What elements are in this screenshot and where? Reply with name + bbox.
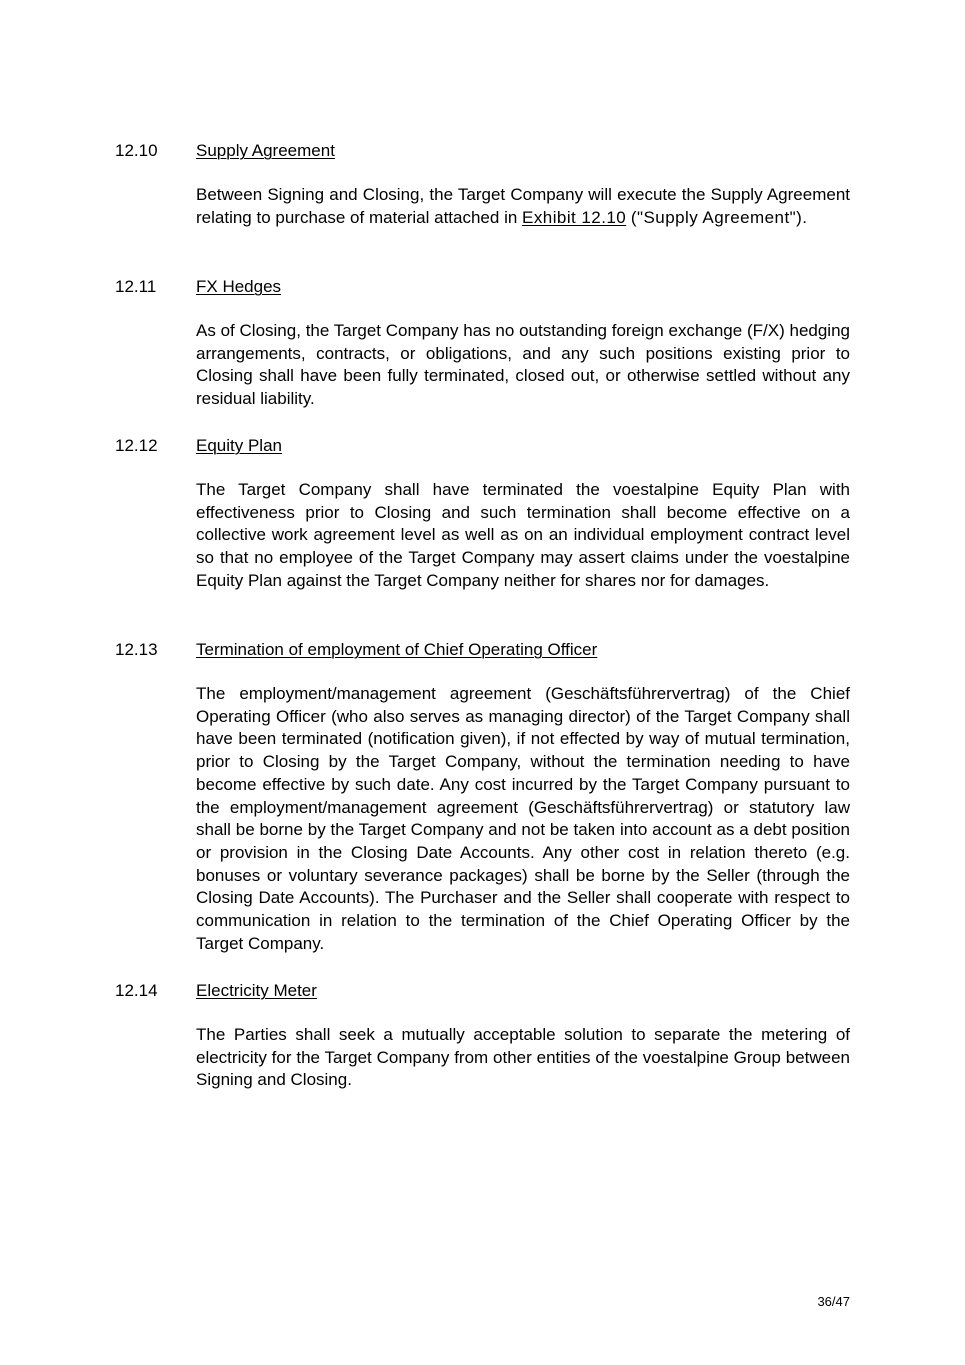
- section-number: 12.10: [115, 141, 158, 160]
- section-title: Electricity Meter: [196, 981, 317, 1000]
- section-title: Termination of employment of Chief Operating Officer: [196, 640, 598, 659]
- exhibit-link[interactable]: Exhibit 12.10: [522, 207, 627, 227]
- section-body: [196, 184, 850, 229]
- section-title: FX Hedges: [196, 277, 282, 296]
- section-heading: [0, 638, 965, 661]
- body-text: Between Signing and Closing, the Target Company will execute the Supply Agreement relating to purchase of material attached in: [196, 185, 850, 227]
- section-heading: [0, 139, 965, 162]
- section-12-10: [0, 139, 965, 227]
- section-body: As of Closing, the Target Company has no outstanding foreign exchange (F/X) hedging arrangements, contracts, or obligations, and any such positions existing prior to Closing shall have been fully terminated, closed out, or otherwise settled without any residual liability.: [196, 321, 850, 409]
- section-number: 12.11: [115, 277, 157, 296]
- section-body: The Target Company shall have terminated the voestalpine Equity Plan with effectiveness prior to Closing and such termination shall become effective on a collective work agreement level as well as on an individual employment contract level so that no employee of the Target Company may assert claims under the voestalpine Equity Plan against the Target Company neither for shares nor for damages.: [196, 480, 850, 590]
- section-title: Supply Agreement: [196, 141, 335, 160]
- section-heading: [0, 434, 965, 457]
- section-heading: [0, 275, 965, 298]
- section-12-12: [0, 434, 965, 590]
- section-heading: [0, 979, 965, 1002]
- section-number: 12.14: [115, 981, 158, 1000]
- section-number: 12.13: [115, 640, 158, 659]
- page-number: 36/47: [817, 1294, 850, 1309]
- section-12-11: [0, 275, 965, 409]
- section-body: The Parties shall seek a mutually acceptable solution to separate the metering of electricity for the Target Company from other entities of the voestalpine Group between Signing and Closing.: [196, 1025, 850, 1090]
- body-text-defined-term: ("Supply Agreement").: [630, 207, 808, 227]
- section-12-13: [0, 638, 965, 953]
- section-number: 12.12: [115, 436, 158, 455]
- section-title: Equity Plan: [196, 436, 282, 455]
- section-12-14: [0, 979, 965, 1090]
- section-body: The employment/management agreement (Geschäftsführervertrag) of the Chief Operating Officer (who also serves as managing director) of the Target Company shall have been terminated (notification given), if not effected by way of mutual termination, prior to Closing by the Target Company, without the termination needing to have become effective by such date. Any cost incurred by the Target Company pursuant to the employment/management agreement (Geschäftsführervertrag) or statutory law shall be borne by the Target Company and not be taken into account as a debt position or provision in the Closing Date Accounts. Any other cost in relation thereto (e.g. bonuses or voluntary severance packages) shall be borne by the Seller (through the Closing Date Accounts). The Purchaser and the Seller shall cooperate with respect to communication in relation to the termination of the Chief Operating Officer by the Target Company.: [196, 684, 850, 953]
